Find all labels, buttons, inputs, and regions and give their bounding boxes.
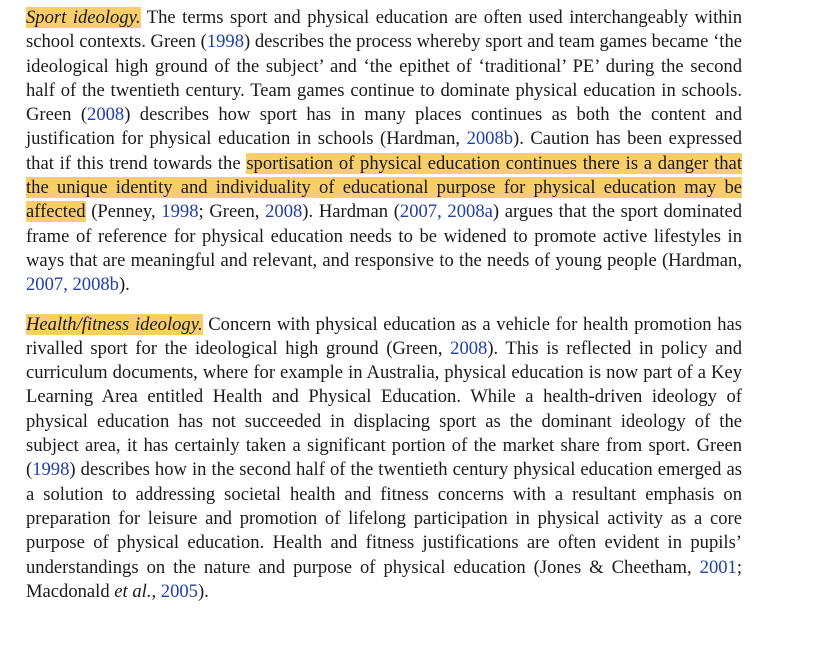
body-text: ). (118, 274, 130, 296)
body-text: ). Caution has been expressed that if this trend towards the (26, 128, 742, 174)
paragraph-health-fitness-ideology (26, 313, 742, 605)
citation-link[interactable]: 2005 (160, 580, 198, 602)
body-text: (Penney, (85, 201, 162, 223)
body-text: ) describes how sport has in many places continues as both the content and justification for physical education in schools (Hardman, (26, 104, 743, 150)
section-heading: Sport ideology. (26, 7, 141, 28)
body-text: , (151, 580, 161, 602)
citation-link[interactable]: 2008 (450, 337, 488, 359)
body-text: ) describes how in the second half of the twentieth century physical education emerged as a solution to addressing societal health and fitness concerns with a resultant emphasis on preparation for leisure and promotion of lifelong participation in physical activity as a core purpose of physical education. Health and fitness justifications are often evident in pupils’ understandings on the nature and purpose of physical education (Jones & Cheetham, (26, 459, 742, 578)
citation-link[interactable]: 1998 (161, 201, 199, 223)
body-text: ) describes the process whereby sport and team games became ‘the ideological high ground of the subject’ and ‘the epithet of ‘traditional’ PE’ during the second half of the twentieth century. Team games continue to dominate physical education in schools. Green ( (26, 31, 743, 126)
section-heading: Health/fitness ideology. (26, 313, 203, 335)
body-text: ) argues that the sport dominated frame of reference for physical education needs to be widened to promote active lifestyles in ways that are meaningful and relevant, and responsive to the needs of young people (Hardman, (26, 201, 742, 271)
citation-link[interactable]: 2008 (265, 201, 303, 223)
citation-link[interactable]: 2007, 2008b (26, 274, 119, 296)
italic-text: et al. (114, 580, 152, 602)
body-text: The terms sport and physical education are often used interchangeably within school contexts. Green ( (26, 7, 742, 53)
citation-link[interactable]: 2008b (466, 128, 514, 150)
citation-link[interactable]: 2007, 2008a (399, 201, 493, 223)
body-text: ; Green, (198, 201, 266, 223)
body-text: ). This is reflected in policy and curriculum documents, where for example in Australia, physical education is now part of a Key Learning Area entitled Health and Physical Education. While a health-driven ideology of physical education has not succeeded in displacing sport as the dominant ideology of the subject area, it has certainly taken a significant portion of the market share from sport. Green ( (26, 337, 742, 481)
citation-link[interactable]: 1998 (206, 31, 244, 53)
body-text: Concern with physical education as a vehicle for health promotion has rivalled sport for the ideological high ground (Green, (26, 313, 742, 359)
citation-link[interactable]: 1998 (32, 459, 70, 481)
citation-link[interactable]: 2001 (699, 556, 737, 578)
citation-link[interactable]: 2008 (87, 104, 125, 126)
paragraph-sport-ideology (26, 6, 742, 298)
body-text: ). Hardman ( (302, 201, 400, 223)
body-text: ). (197, 580, 209, 602)
body-text: ; Macdonald (26, 556, 742, 602)
highlighted-text: sportisation of physical education continues there is a danger that the unique identity and individuality of educational purpose for physical education may be affected (26, 152, 742, 223)
